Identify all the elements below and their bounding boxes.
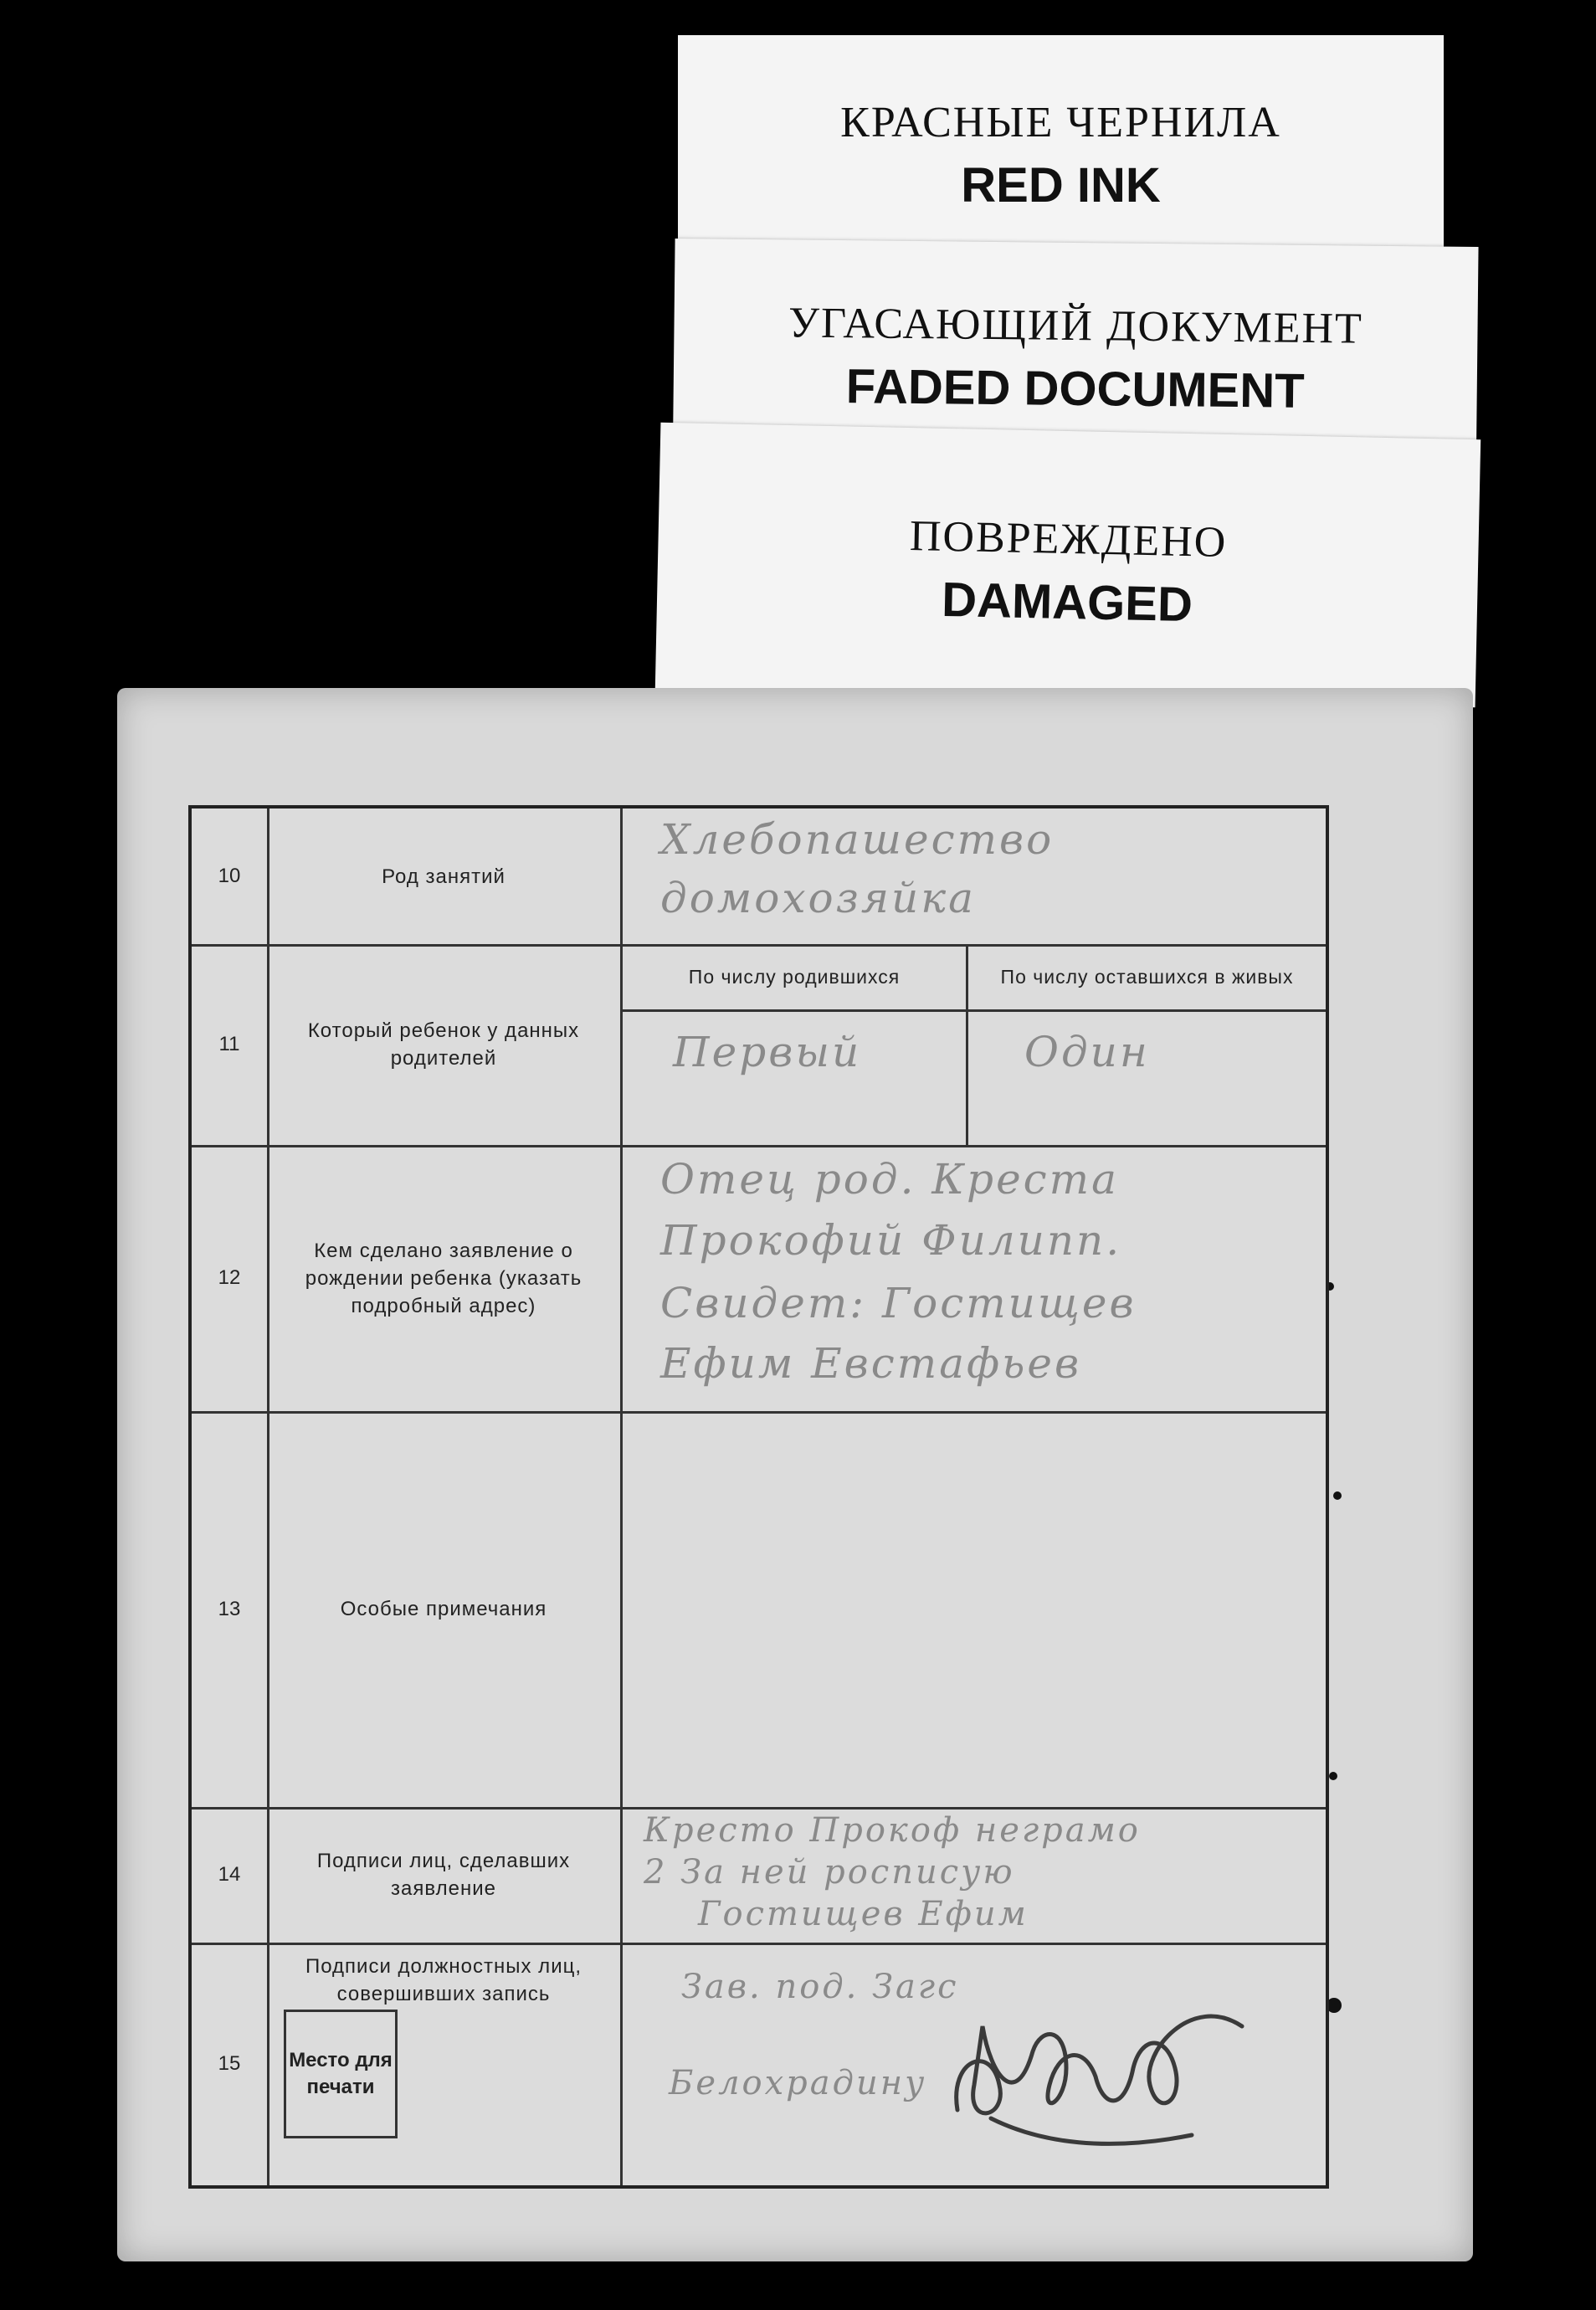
tab-en-label: FADED DOCUMENT — [845, 359, 1305, 418]
row-value — [623, 1145, 1326, 1411]
row-15 — [192, 1943, 1326, 2185]
hole-mark — [1333, 1491, 1342, 1500]
handwritten-text: Свидет: Гостищев — [660, 1279, 1137, 1327]
row-value — [623, 808, 1326, 944]
column-divider — [966, 1009, 968, 1145]
row-number: 13 — [192, 1411, 269, 1807]
official-signature — [941, 1976, 1259, 2169]
tab-ru-label: КРАСНЫЕ ЧЕРНИЛА — [840, 99, 1281, 146]
row-number: 10 — [192, 808, 269, 944]
birth-record-form — [188, 805, 1329, 2189]
row-number: 12 — [192, 1145, 269, 1411]
row-label: Род занятий — [267, 808, 623, 944]
row-label: Подписи лиц, сделавших заявление — [267, 1807, 623, 1943]
row-number: 15 — [192, 1943, 269, 2185]
handwritten-text: Прокофий Филипп. — [660, 1216, 1122, 1265]
red-ink-tab — [678, 35, 1444, 261]
stamp-box: Место для печати — [284, 2010, 398, 2138]
document-page — [117, 688, 1473, 2261]
row-value — [623, 944, 1326, 1145]
row-label: Который ребенок у данных родителей — [267, 944, 623, 1145]
handwritten-text: Кресто Прокоф неграмо — [644, 1811, 1141, 1850]
row-label-text: Подписи должностных лиц, совершивших запись — [305, 1955, 582, 2005]
handwritten-text: Белохрадину — [669, 2064, 927, 2102]
handwritten-text: Ефим Евстафьев — [660, 1339, 1082, 1388]
hole-mark — [1329, 1772, 1337, 1780]
handwritten-text: Зав. под. Загс — [681, 1968, 959, 2006]
tab-en-label: RED INK — [961, 158, 1161, 213]
handwritten-text: Первый — [673, 1028, 862, 1076]
row-number: 14 — [192, 1807, 269, 1943]
tab-ru-label: УГАСАЮЩИЙ ДОКУМЕНТ — [788, 299, 1364, 353]
row-value — [623, 1411, 1326, 1807]
row-label: Кем сделано заявление о рождении ребенка (указать подробный адрес) — [267, 1145, 623, 1411]
handwritten-text: Гостищев Ефим — [698, 1895, 1029, 1933]
row-value — [623, 1807, 1326, 1943]
handwritten-text: домохозяйка — [660, 874, 976, 922]
handwritten-text: Один — [1024, 1028, 1150, 1076]
handwritten-text: Отец род. Креста — [660, 1155, 1119, 1204]
row-value — [623, 1943, 1326, 2185]
column-header: По числу родившихся — [623, 944, 968, 1012]
tab-en-label: DAMAGED — [941, 572, 1193, 633]
row-number: 11 — [192, 944, 269, 1145]
handwritten-text: Хлебопашество — [660, 815, 1055, 864]
row-14 — [192, 1807, 1326, 1945]
column-header: По числу оставшихся в живых — [968, 944, 1326, 1012]
damaged-tab — [655, 423, 1481, 707]
row-label: Особые примечания — [267, 1411, 623, 1807]
tab-ru-label: ПОВРЕЖДЕНО — [909, 512, 1228, 567]
row-12 — [192, 1145, 1326, 1414]
handwritten-text: 2 За ней росписую — [644, 1853, 1015, 1892]
row-11 — [192, 944, 1326, 1147]
row-10 — [192, 808, 1326, 947]
row-13 — [192, 1411, 1326, 1810]
